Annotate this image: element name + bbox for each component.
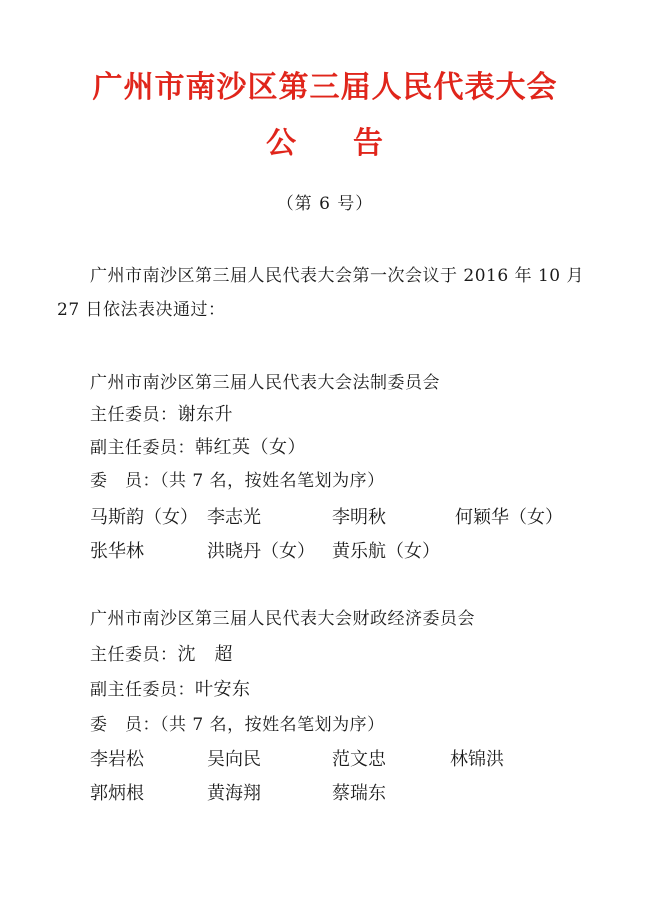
committee-2-vice-label: 副主任委员： — [90, 680, 195, 700]
document-title: 广州市南沙区第三届人民代表大会 — [92, 70, 558, 105]
committee-2-chair-label: 主任委员： — [90, 645, 178, 665]
committee-1-chair-label: 主任委员： — [90, 405, 178, 425]
committee-2-name: 广州市南沙区第三届人民代表大会财政经济委员会 — [90, 609, 475, 629]
intro-line-2: 27 日依法表决通过： — [57, 300, 226, 320]
committee-1-member: 马斯韵（女） — [90, 507, 198, 528]
committee-2-member: 黄海翔 — [207, 783, 261, 804]
issue-number: （第 6 号） — [276, 194, 374, 214]
committee-1-vice: 韩红英（女） — [195, 437, 306, 458]
committee-1-vice-label: 副主任委员： — [90, 438, 195, 458]
committee-2-member: 李岩松 — [90, 749, 144, 770]
committee-1-chair: 谢东升 — [177, 404, 233, 425]
committee-2-member: 郭炳根 — [90, 783, 144, 804]
committee-1-member: 李明秋 — [332, 507, 386, 528]
committee-1-member: 洪晓丹（女） — [207, 541, 315, 562]
committee-2-members-label: 委 员：（共 7 名，按姓名笔划为序） — [90, 715, 385, 735]
committee-2-member: 吴向民 — [207, 749, 261, 770]
committee-2-member: 蔡瑞东 — [332, 783, 386, 804]
committee-1-vice-row — [90, 433, 306, 459]
committee-1-member: 张华林 — [90, 541, 144, 562]
committee-2-vice: 叶安东 — [195, 679, 251, 700]
committee-1-name: 广州市南沙区第三届人民代表大会法制委员会 — [90, 373, 440, 393]
committee-1-chair-row — [90, 400, 233, 426]
document-subtitle — [0, 118, 650, 162]
intro-line-1: 广州市南沙区第三届人民代表大会第一次会议于 2016 年 10 月 — [90, 266, 585, 286]
subtitle-char-2: 告 — [353, 126, 384, 161]
committee-2-member: 林锦洪 — [450, 749, 504, 770]
committee-1-members-label: 委 员：（共 7 名，按姓名笔划为序） — [90, 471, 385, 491]
committee-2-member: 范文忠 — [332, 749, 386, 770]
committee-2-vice-row — [90, 675, 251, 701]
committee-2-chair: 沈 超 — [177, 644, 233, 665]
subtitle-char-1: 公 — [266, 126, 297, 161]
committee-1-member: 李志光 — [207, 507, 261, 528]
committee-1-member: 黄乐航（女） — [332, 541, 440, 562]
committee-1-member: 何颖华（女） — [455, 507, 563, 528]
committee-2-chair-row — [90, 640, 233, 666]
